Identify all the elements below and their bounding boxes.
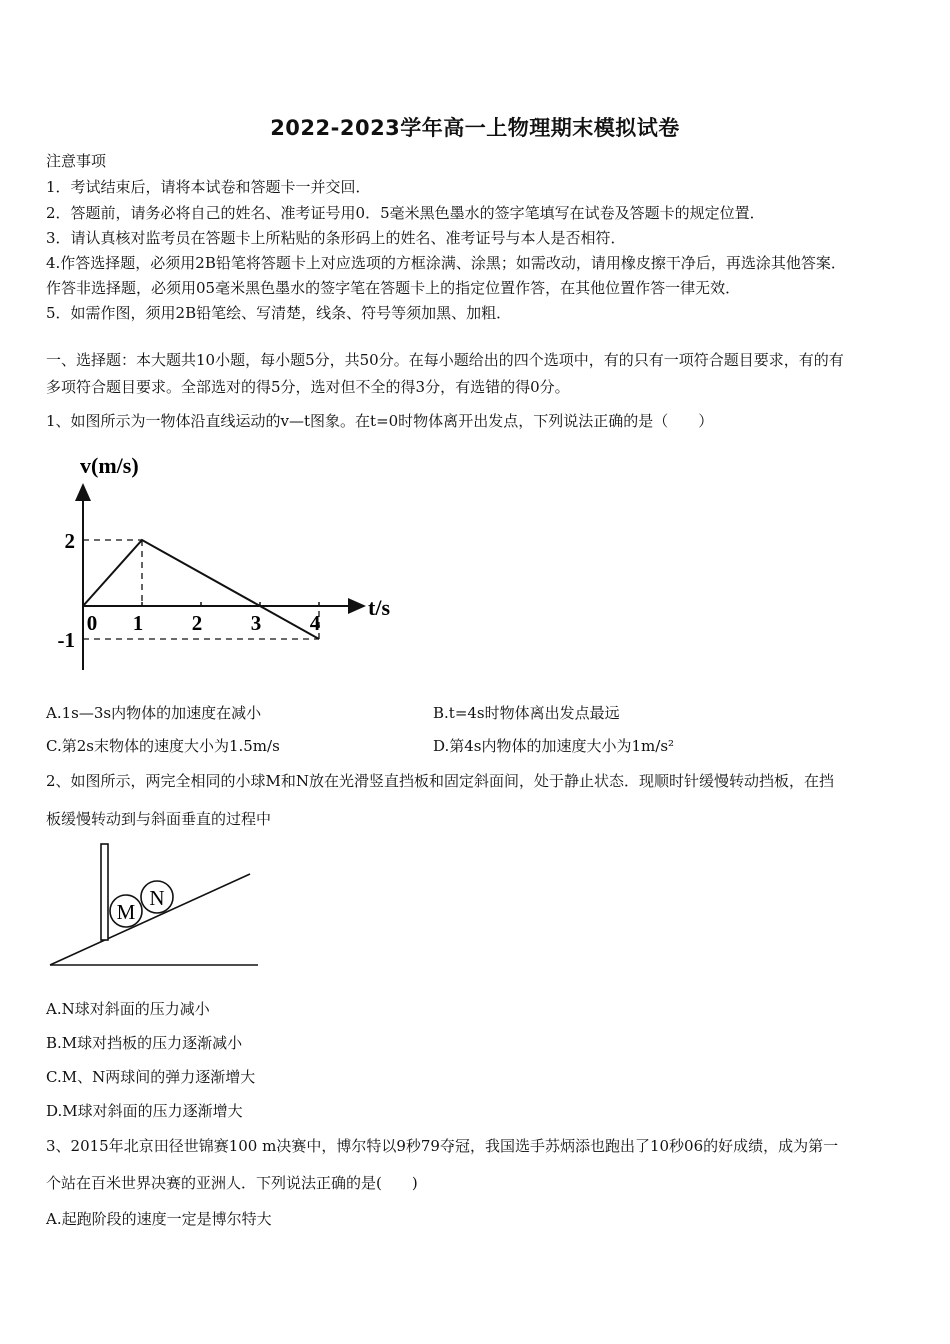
y-tick-label: -1 [57,628,75,652]
x-tick-label: 3 [250,611,262,635]
q1-vt-graph [46,445,406,680]
q1-stem: 1、如图所示为一物体沿直线运动的v—t图象。在t=0时物体离开出发点，下列说法正确的是（ ） [46,412,714,430]
section-heading-cont: 多项符合题目要求。全部选对的得5分，选对但不全的得3分，有选错的得0分。 [46,378,570,396]
q2-option-d[interactable]: D.M球对斜面的压力逐渐增大 [46,1102,243,1120]
notice-item: 作答非选择题，必须用05毫米黑色墨水的签字笔在答题卡上的指定位置作答，在其他位置作答一律无效． [46,279,741,297]
q2-option-c[interactable]: C.M、N两球间的弹力逐渐增大 [46,1068,256,1086]
q2-option-b[interactable]: B.M球对挡板的压力逐渐减小 [46,1034,243,1052]
section-heading: 一、选择题：本大题共10小题，每小题5分，共50分。在每小题给出的四个选项中，有的只有一项符合题目要求，有的有 [46,351,844,369]
x-tick-label: 4 [309,611,321,635]
notice-item: 2．答题前，请务必将自己的姓名、准考证号用0．5毫米黑色墨水的签字笔填写在试卷及答题卡的规定位置． [46,204,765,222]
graph-y-label: v(m/s) [80,453,139,478]
notice-item: 3．请认真核对监考员在答题卡上所粘贴的条形码上的姓名、准考证号与本人是否相符． [46,229,626,247]
graph-x-label: t/s [368,595,390,620]
ball-m-label: M [116,900,136,924]
x-tick-label: 1 [132,611,144,635]
baffle-board [101,844,108,940]
page-title: 2022-2023学年高一上物理期末模拟试卷 [270,116,680,140]
q1-option-b[interactable]: B.t=4s时物体离出发点最远 [433,704,620,722]
q1-option-c[interactable]: C.第2s末物体的速度大小为1.5m/s [46,737,280,755]
x-tick-label: 0 [86,611,98,635]
q2-incline-diagram [46,838,266,970]
ball-n-label: N [149,886,165,910]
notice-heading: 注意事项 [46,152,107,170]
q1-option-d[interactable]: D.第4s内物体的加速度大小为1m/s² [433,737,675,755]
q2-stem: 2、如图所示，两完全相同的小球M和N放在光滑竖直挡板和固定斜面间，处于静止状态．现顺时针缓慢转动挡板，在挡 [46,772,835,790]
q2-stem-cont: 板缓慢转动到与斜面垂直的过程中 [46,810,272,828]
q1-option-a[interactable]: A.1s—3s内物体的加速度在减小 [46,704,262,722]
y-tick-label: 2 [64,529,75,553]
notice-item: 4.作答选择题，必须用2B铅笔将答题卡上对应选项的方框涂满、涂黑；如需改动，请用橡皮擦干净后，再选涂其他答案． [46,254,846,272]
q3-stem-cont: 个站在百米世界决赛的亚洲人．下列说法正确的是( ) [46,1174,418,1192]
x-tick-label: 2 [191,611,203,635]
q2-option-a[interactable]: A.N球对斜面的压力减小 [46,1000,210,1018]
q3-option-a[interactable]: A.起跑阶段的速度一定是博尔特大 [46,1210,272,1228]
notice-item: 5．如需作图，须用2B铅笔绘、写清楚，线条、符号等须加黑、加粗． [46,304,512,322]
q3-stem: 3、2015年北京田径世锦赛100 m决赛中，博尔特以9秒79夺冠，我国选手苏炳添也跑出了10秒06的好成绩，成为第一 [46,1137,839,1155]
notice-item: 1．考试结束后，请将本试卷和答题卡一并交回． [46,178,371,196]
